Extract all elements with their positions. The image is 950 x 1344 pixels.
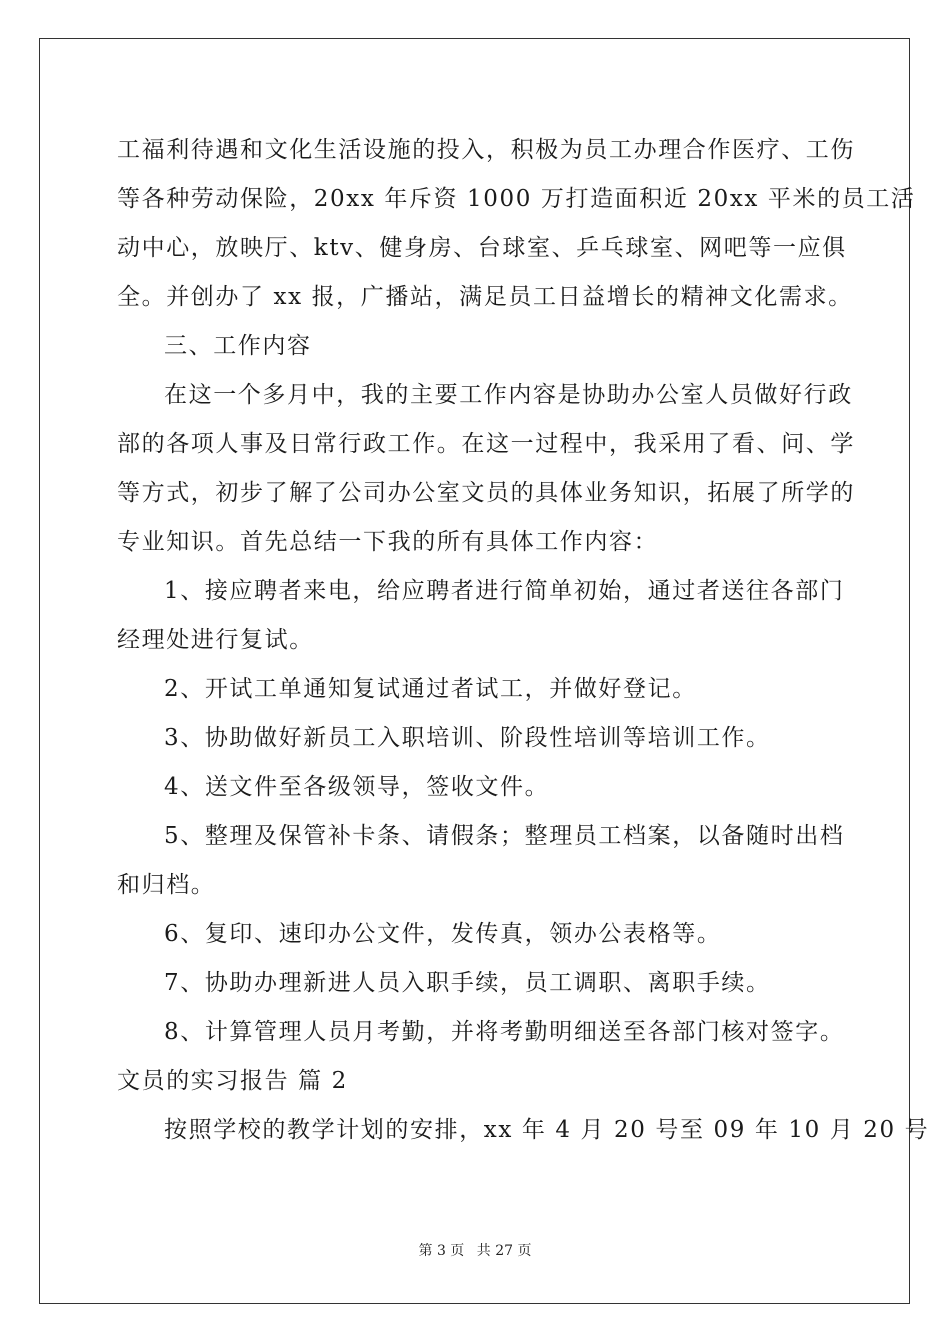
text-line: 等各种劳动保险，20xx 年斥资 1000 万打造面积近 20xx 平米的员工活 [117,186,916,212]
list-item-continuation: 和归档。 [117,872,216,898]
text-line: 专业知识。首先总结一下我的所有具体工作内容： [117,529,659,555]
text-line: 工福利待遇和文化生活设施的投入，积极为员工办理合作医疗、工伤 [117,137,855,163]
list-item: 4、送文件至各级领导，签收文件。 [164,774,550,800]
page-total: 共 27 页 [476,1243,532,1259]
list-item: 7、协助办理新进人员入职手续，员工调职、离职手续。 [164,970,771,996]
list-item: 6、复印、速印办公文件，发传真，领办公表格等。 [164,921,722,947]
page-number: 第 3 页 [418,1243,465,1259]
report-title: 文员的实习报告 篇 2 [117,1068,348,1094]
text-line: 按照学校的教学计划的安排，xx 年 4 月 20 号至 09 年 10 月 20 号 [164,1117,930,1143]
text-line: 动中心，放映厅、ktv、健身房、台球室、乒乓球室、网吧等一应俱 [117,235,847,261]
text-line: 在这一个多月中，我的主要工作内容是协助办公室人员做好行政 [164,382,853,408]
text-line: 等方式，初步了解了公司办公室文员的具体业务知识，拓展了所学的 [117,480,855,506]
list-item: 1、接应聘者来电，给应聘者进行简单初始，通过者送往各部门 [164,578,845,604]
text-line: 部的各项人事及日常行政工作。在这一过程中，我采用了看、问、学 [117,431,855,457]
page-footer [0,1240,950,1260]
list-item: 8、计算管理人员月考勤，并将考勤明细送至各部门核对签字。 [164,1019,845,1045]
list-item: 5、整理及保管补卡条、请假条；整理员工档案，以备随时出档 [164,823,845,849]
list-item: 2、开试工单通知复试通过者试工，并做好登记。 [164,676,697,702]
list-item: 3、协助做好新员工入职培训、阶段性培训等培训工作。 [164,725,771,751]
section-heading: 三、工作内容 [164,333,312,359]
text-line: 全。并创办了 xx 报，广播站，满足员工日益增长的精神文化需求。 [117,284,853,310]
list-item-continuation: 经理处进行复试。 [117,627,314,653]
document-body [117,126,930,1155]
